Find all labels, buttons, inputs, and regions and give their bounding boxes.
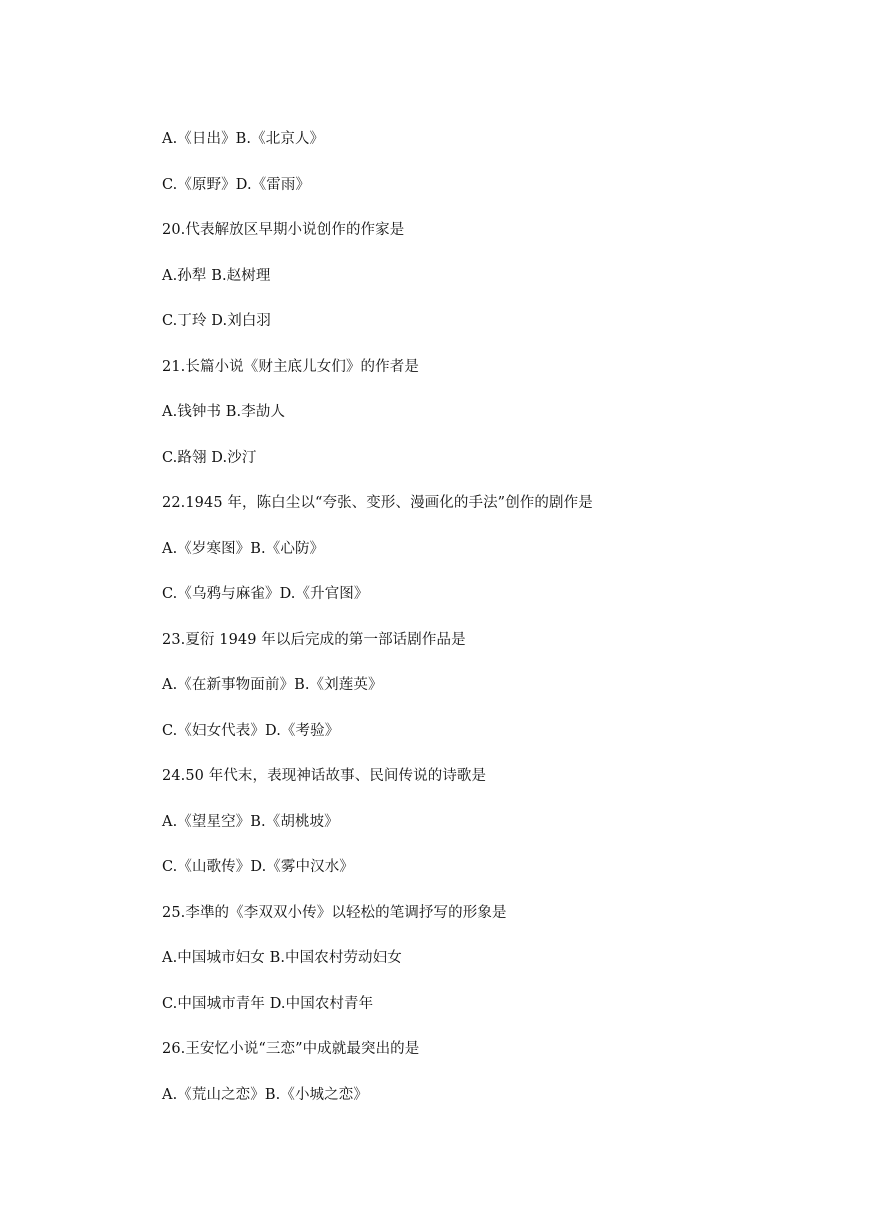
question-23: 23.夏衍 1949 年以后完成的第一部话剧作品是: [162, 631, 466, 648]
question-25: 25.李凖的《李双双小传》以轻松的笔调抒写的形象是: [162, 904, 507, 921]
question-22: 22.1945 年，陈白尘以“夸张、变形、漫画化的手法”创作的剧作是: [162, 495, 593, 511]
options-line: A.孙犁 B.赵树理: [162, 267, 271, 284]
options-line: C.中国城市青年 D.中国农村青年: [162, 995, 374, 1012]
options-line: A.钱钟书 B.李劼人: [162, 404, 286, 420]
options-line: C.丁玲 D.刘白羽: [162, 313, 272, 329]
options-line: C.《山歌传》D.《雾中汉水》: [162, 859, 354, 875]
question-list: [162, 128, 802, 1129]
options-line: A.中国城市妇女 B.中国农村劳动妇女: [162, 950, 402, 966]
options-line: A.《荒山之恋》B.《小城之恋》: [162, 1086, 368, 1103]
options-line: A.《岁寒图》B.《心防》: [162, 540, 325, 557]
question-20: 20.代表解放区早期小说创作的作家是: [162, 222, 405, 238]
options-line: A.《望星空》B.《胡桃坡》: [162, 813, 339, 830]
question-26: 26.王安忆小说“三恋”中成就最突出的是: [162, 1041, 420, 1057]
options-line: C.《妇女代表》D.《考验》: [162, 722, 340, 739]
options-line: A.《日出》B.《北京人》: [162, 131, 325, 147]
options-line: C.《原野》D.《雷雨》: [162, 176, 311, 193]
question-24: 24.50 年代末，表现神话故事、民间传说的诗歌是: [162, 768, 487, 784]
options-line: A.《在新事物面前》B.《刘莲英》: [162, 677, 383, 693]
question-21: 21.长篇小说《财主底儿女们》的作者是: [162, 358, 419, 375]
options-line: C.路翎 D.沙汀: [162, 449, 257, 466]
options-line: C.《乌鸦与麻雀》D.《升官图》: [162, 586, 369, 602]
